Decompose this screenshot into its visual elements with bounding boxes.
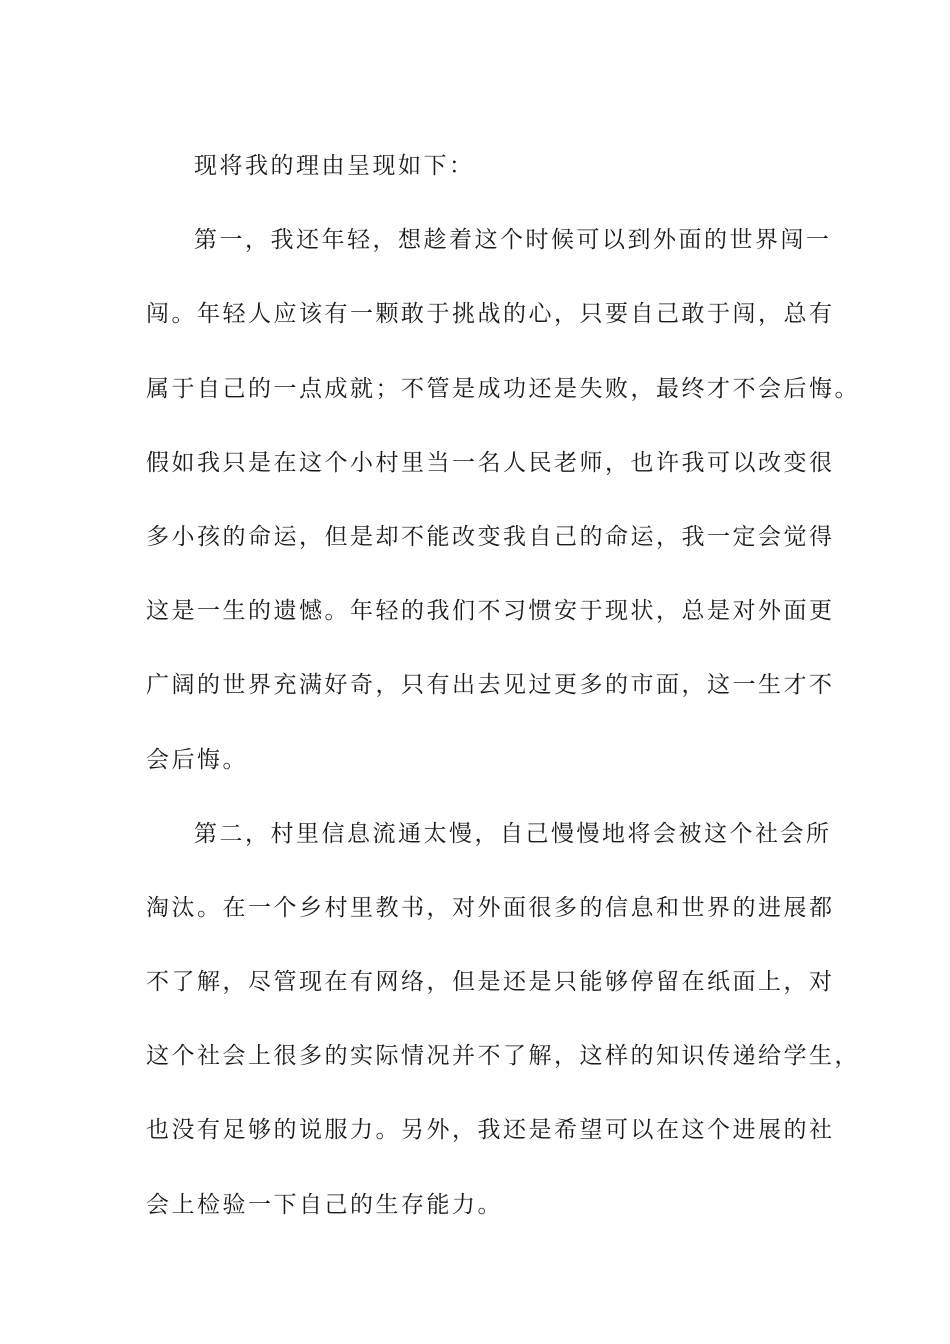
text-line: 广阔的世界充满好奇，只有出去见过更多的市面，这一生才不	[146, 672, 835, 699]
text-line: 会后悔。	[146, 746, 248, 773]
text-line: 也没有足够的说服力。另外，我还是希望可以在这个进展的社	[146, 1117, 835, 1144]
text-line: 闯。年轻人应该有一颗敢于挑战的心，只要自己敢于闯，总有	[146, 301, 835, 328]
text-line: 不了解，尽管现在有网络，但是还是只能够停留在纸面上，对	[146, 969, 835, 996]
text-line: 这个社会上很多的实际情况并不了解，这样的知识传递给学生，	[146, 1043, 860, 1070]
text-line: 淘汰。在一个乡村里教书，对外面很多的信息和世界的进展都	[146, 894, 835, 921]
paragraph-first-line: 第一，我还年轻，想趁着这个时候可以到外面的世界闯一	[194, 227, 832, 254]
text-line: 假如我只是在这个小村里当一名人民老师，也许我可以改变很	[146, 449, 835, 476]
text-line: 这是一生的遗憾。年轻的我们不习惯安于现状，总是对外面更	[146, 598, 835, 625]
text-line: 多小孩的命运，但是却不能改变我自己的命运，我一定会觉得	[146, 523, 835, 550]
body-text	[146, 129, 860, 1242]
paragraph-second-line: 第二，村里信息流通太慢，自己慢慢地将会被这个社会所	[194, 820, 832, 847]
text-line: 会上检验一下自己的生存能力。	[146, 1191, 503, 1218]
paragraph-intro-line: 现将我的理由呈现如下：	[194, 153, 475, 179]
text-line: 属于自己的一点成就；不管是成功还是失败，最终才不会后悔。	[146, 375, 860, 402]
